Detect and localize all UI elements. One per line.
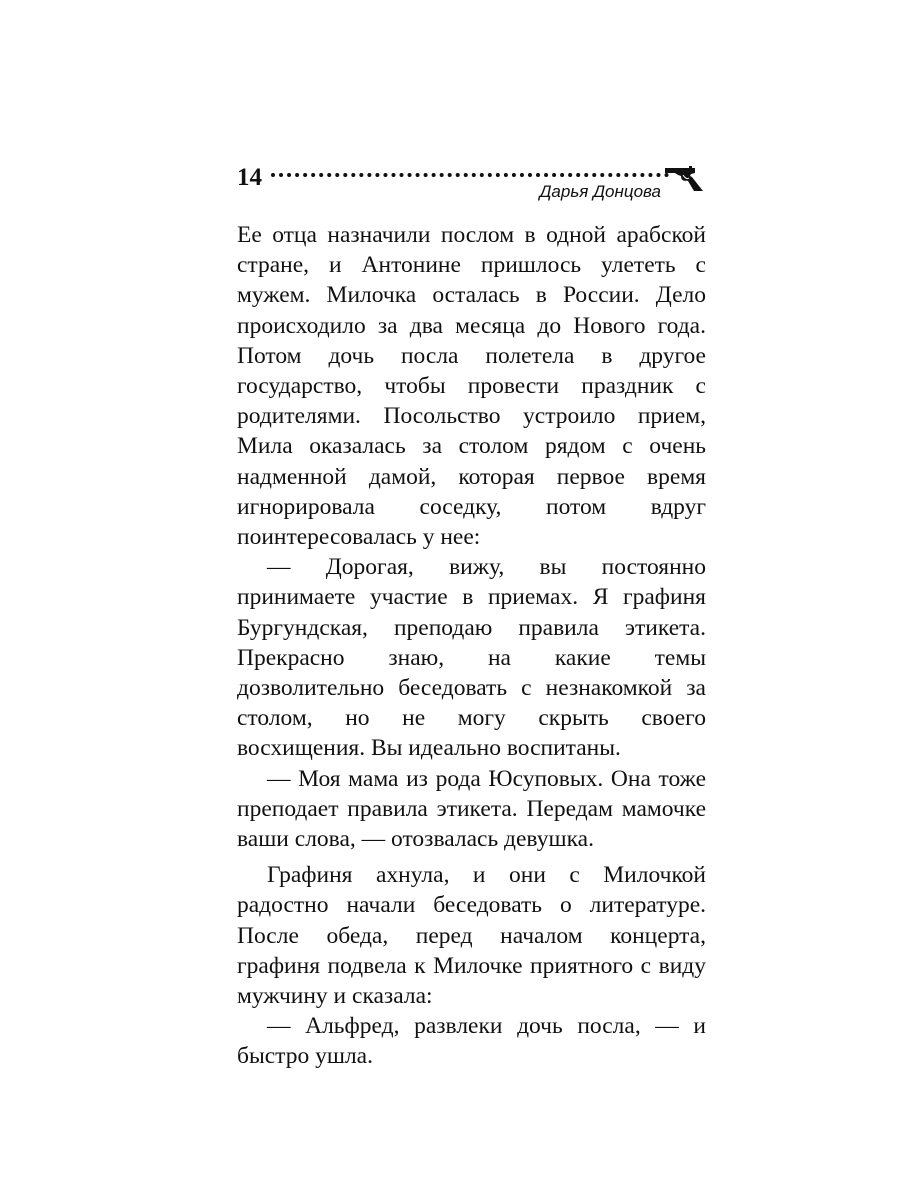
- paragraph: Графиня ахнула, и они с Милочкой радостно начали беседовать о литературе. После обеда, перед началом концерта, графиня подвела к Милочке приятного с виду мужчину и сказала:: [237, 862, 706, 1010]
- running-author: Дарья Донцова: [539, 182, 661, 201]
- paragraph: — Дорогая, вижу, вы постоянно принимаете участие в приемах. Я графиня Бургундская, преподаю правила этикета. Прекрасно знаю, на какие темы дозволительно беседовать с незнакомкой за столом, но не могу скрыть своего восхищения. Вы идеально воспитаны.: [237, 554, 706, 762]
- paragraph: Ее отца назначили послом в одной арабской стране, и Антонине пришлось улететь с мужем. Милочка осталась в России. Дело происходило за два месяца до Нового года. Потом дочь посла полетела в другое государство, чтобы провести праздник с родителями. Посольство устроило прием, Мила оказалась за столом рядом с очень надменной дамой, которая первое время игнорировала соседку, потом вдруг поинтересовалась у нее:: [237, 222, 706, 551]
- body-text: [237, 220, 706, 1072]
- running-header: [237, 158, 707, 208]
- dotted-rule: [271, 173, 669, 177]
- paragraph: — Альфред, развлеки дочь посла, — и быстро ушла.: [237, 1013, 706, 1070]
- page-number: 14: [237, 164, 262, 191]
- revolver-icon: [665, 164, 707, 192]
- paragraph: — Моя мама из рода Юсуповых. Она тоже преподает правила этикета. Передам мамочке ваши слова, — отозвалась девушка.: [237, 765, 706, 853]
